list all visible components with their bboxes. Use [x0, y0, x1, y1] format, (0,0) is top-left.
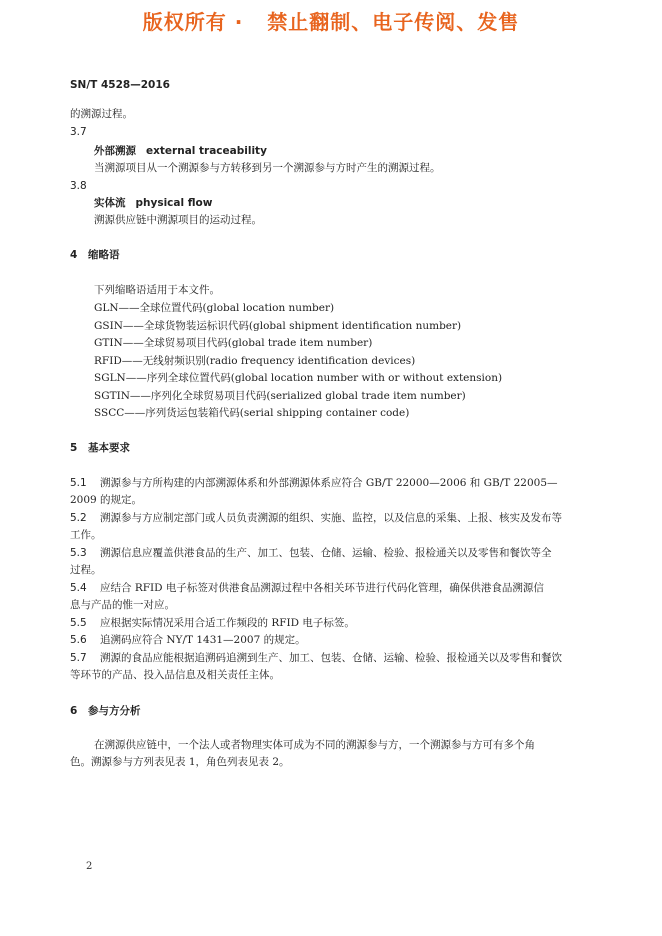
copyright-watermark: 版权所有 · 禁止翻制、电子传阅、发售: [142, 10, 520, 34]
abbreviation-item: SGTIN——序列化全球贸易项目代码(serialized global trade item number): [94, 390, 466, 402]
clause-number: 5.4: [70, 582, 87, 594]
clause-line: [70, 511, 562, 525]
clause-text: 应结合 RFID 电子标签对供港食品溯源过程中各相关环节进行代码化管理，确保供港食品溯源信: [100, 582, 544, 594]
term-number: 3.7: [70, 126, 87, 138]
clause-number: 5.3: [70, 547, 87, 559]
abbreviation-intro: 下列缩略语适用于本文件。: [94, 284, 220, 296]
clause-line: [70, 633, 306, 647]
section-heading: [70, 248, 120, 262]
clause-text: 溯源信息应覆盖供港食品的生产、加工、包装、仓储、运输、检验、报检通关以及零售和餐饮等全: [100, 547, 552, 559]
term-title: [94, 196, 212, 210]
clause-line: [70, 651, 562, 665]
section-number: 4: [70, 249, 78, 261]
term-cn: 实体流: [94, 197, 126, 209]
clause-text: 溯源参与方所构建的内部溯源体系和外部溯源体系应符合 GB/T 22000—2006 和 GB/T 22005—: [100, 477, 558, 489]
clause-text: 应根据实际情况采用合适工作频段的 RFID 电子标签。: [100, 617, 355, 629]
section-number: 5: [70, 442, 78, 454]
clause-line: [70, 616, 355, 630]
term-definition: 当溯源项目从一个溯源参与方转移到另一个溯源参与方时产生的溯源过程。: [94, 162, 441, 174]
section-title: 缩略语: [88, 249, 120, 261]
section-number: 6: [70, 705, 78, 717]
term-definition: 溯源供应链中溯源项目的运动过程。: [94, 214, 262, 226]
section-heading: [70, 704, 141, 718]
clause-line: [70, 546, 552, 560]
section-heading: [70, 441, 130, 455]
abbreviation-item: SSCC——序列货运包装箱代码(serial shipping container code): [94, 407, 410, 419]
standard-number: SN/T 4528—2016: [70, 79, 170, 91]
clause-continuation: 2009 的规定。: [70, 494, 143, 506]
term-title: [94, 144, 267, 158]
abbreviation-item: GLN——全球位置代码(global location number): [94, 302, 335, 314]
clause-continuation: 息与产品的惟一对应。: [70, 599, 175, 611]
clause-text: 溯源的食品应能根据追溯码追溯到生产、加工、包装、仓储、运输、检验、报检通关以及零售和餐饮: [100, 652, 562, 664]
clause-continuation: 等环节的产品、投入品信息及相关责任主体。: [70, 669, 280, 681]
term-cn: 外部溯源: [94, 145, 136, 157]
clause-line: [70, 476, 558, 490]
abbreviation-item: SGLN——序列全球位置代码(global location number with or without extension): [94, 372, 503, 384]
clause-line: [70, 581, 544, 595]
term-en: external traceability: [146, 145, 267, 157]
term-number: 3.8: [70, 180, 87, 192]
clause-text: 溯源参与方应制定部门或人员负责溯源的组织、实施、监控，以及信息的采集、上报、核实及发布等: [100, 512, 562, 524]
clause-number: 5.2: [70, 512, 87, 524]
clause-number: 5.6: [70, 634, 87, 646]
clause-number: 5.5: [70, 617, 87, 629]
clause-continuation: 工作。: [70, 529, 102, 541]
clause-number: 5.1: [70, 477, 87, 489]
clause-number: 5.7: [70, 652, 87, 664]
section-title: 基本要求: [88, 442, 130, 454]
paragraph-line: 色。溯源参与方列表见表 1，角色列表见表 2。: [70, 756, 290, 768]
abbreviation-item: GTIN——全球贸易项目代码(global trade item number): [94, 337, 373, 349]
abbreviation-item: GSIN——全球货物装运标识代码(global shipment identification number): [94, 320, 462, 332]
paragraph-line: 在溯源供应链中，一个法人或者物理实体可成为不同的溯源参与方，一个溯源参与方可有多个角: [94, 739, 535, 751]
page-number: 2: [86, 861, 93, 872]
continuation-text: 的溯源过程。: [70, 108, 133, 120]
abbreviation-item: RFID——无线射频识别(radio frequency identification devices): [94, 355, 416, 367]
clause-continuation: 过程。: [70, 564, 102, 576]
term-en: physical flow: [135, 197, 213, 209]
section-title: 参与方分析: [88, 705, 141, 717]
clause-text: 追溯码应符合 NY/T 1431—2007 的规定。: [100, 634, 306, 646]
